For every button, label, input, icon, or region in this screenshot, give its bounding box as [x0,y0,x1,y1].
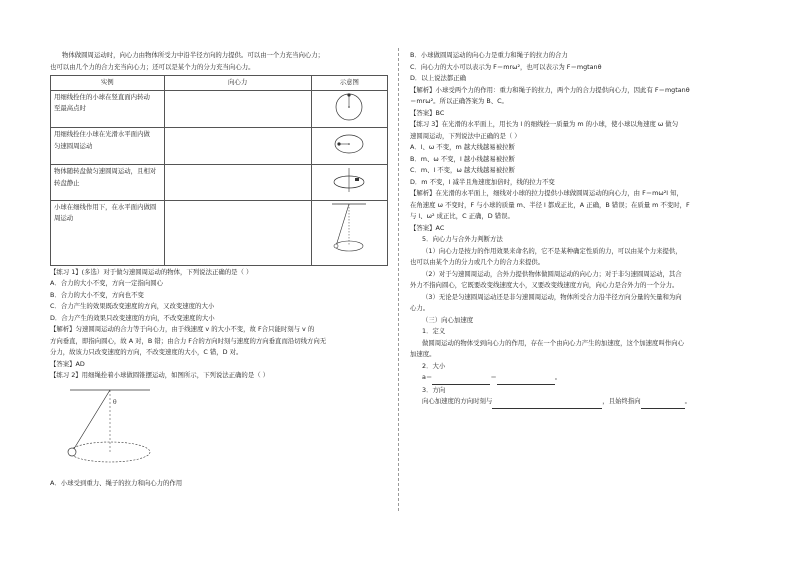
fill-blank-4[interactable] [641,396,685,409]
exercise-1-answer: 【答案】AD [50,359,85,368]
horizontal-circle-diagram [329,130,369,158]
exercise-3-option-d: D．m 不变，l 减半且角速度加倍时，线的拉力不变 [410,177,555,186]
exercise-1-analysis-3: 分力，故该力只改变速度的方向，不改变速度的大小，C 错，D 对。 [50,348,243,356]
exercise-1-option-a: A．合力的大小不变，方向一定指向圆心 [50,279,164,287]
size-heading: 2．大小 [422,361,446,370]
exercise-1-option-d: D．合力产生的效果只改变速度的方向，不改变速度的大小 [50,313,215,322]
section-5-heading: 5．向心力与合外力判断方法 [422,235,503,243]
exercise-2-option-d: D．以上说法都正确 [410,74,467,82]
exercise-1-title: 【练习 1】(多选）对于做匀速圆周运动的物体，下列说法正确的是（ ） [50,267,253,276]
fill-blank-2[interactable] [497,372,555,385]
exercise-1-analysis-2: 方向垂直，即指向圆心，故 A 对，B 错；由合力 F合的方向时刻与速度的方向垂直而沿切线方向无 [50,336,327,345]
table-header-example: 实例 [51,76,165,91]
size-formula: a＝ ＝ 。 [410,372,745,385]
exercise-2-analysis-1: 【解析】小球受两个力的作用：重力和绳子的拉力，两个力的合力提供向心力，因此有 F＝mgtanθ [410,85,690,94]
vertical-circle-diagram [329,92,369,122]
table-cell-force [164,200,311,265]
section-5-p3-line-1: （3）无论是匀速圆周运动还是非匀速圆周运动，物体所受合力沿半径方向分量的矢量和为向 [422,292,682,301]
exercise-1-option-c: C．合力产生的效果既改变速度的方向，又改变速度的大小 [50,302,215,310]
centripetal-force-table [50,75,388,266]
exercise-2-option-c: C．向心力的大小可以表示为 F＝mrω²，也可以表示为 F＝mgtanθ [410,62,602,71]
direction-text: 向心加速度的方向时刻与 ，且始终指向 。 [410,396,745,409]
table-header-diagram: 示意图 [311,76,387,91]
exercise-1-analysis-1: 【解析】匀速圆周运动的合力等于向心力，由于线速度 v 的大小不变，故 F合只能时刻与 v 的 [50,325,315,333]
table-cell-diagram [311,90,387,128]
exercise-3-option-c: C．m、l 不变，ω 越大线越易被拉断 [410,166,515,174]
table-cell-example: 物体随转盘做匀速圆周运动，且相对 转盘静止 [51,165,165,201]
exercise-2-option-a: A．小球受到重力、绳子的拉力和向心力的作用 [50,478,183,487]
section-3-heading: （三）向心加速度 [422,315,474,324]
table-row [51,90,388,128]
table-header-force: 向心力 [164,76,311,91]
section-5-p1-line-2: 也可以由某个力的分力或几个力的合力来提供。 [410,258,545,266]
exercise-2-option-b: B．小球做圆周运动的向心力是重力和绳子的拉力的合力 [410,51,568,59]
exercise-3-answer: 【答案】AC [410,223,445,232]
exercise-1-option-b: B．合力的大小不变，方向也不变 [50,290,144,299]
fill-blank-3[interactable] [492,396,602,409]
table-cell-example: 用细线拴住的小球在竖直面内转动 至最高点时 [51,90,165,128]
turntable-diagram [329,166,369,194]
column-divider [398,48,399,511]
exercise-3-analysis-2: 在角速度 ω 不变时，F 与小球的质量 m、半径 l 都成正比，A 正确，B 错误；在质量 m 不变时，F [410,200,690,209]
left-column [50,50,390,489]
exercise-3-option-a: A．l、ω 不变，m 越大线越易被拉断 [410,143,515,151]
fill-blank-1[interactable] [432,372,490,385]
direction-heading: 3．方向 [422,385,446,394]
definition-line-2: 加速度。 [410,350,436,358]
exercise-3-analysis-3: 与 l、ω² 成正比，C 正确，D 错误。 [410,212,514,220]
intro-line-2: 也可以由几个力的合力充当向心力；还可以是某个力的分力充当向心力。 [50,62,255,71]
table-cell-diagram [311,200,387,265]
table-row [51,200,388,265]
exercise-2-analysis-2: ＝mrω²。所以正确答案为 B、C。 [410,97,508,105]
intro-line-1: 物体做圆周运动时，向心力由物体所受力中沿半径方向的力提供。可以由一个力充当向心力； [62,51,325,59]
table-cell-example: 用细线拴住小球在光滑水平面内做 匀速圆周运动 [51,128,165,165]
table-cell-example: 小球在细线作用下，在水平面内做圆 周运动 [51,200,165,265]
definition-heading: 1．定义 [422,327,446,335]
exercise-3-title-2: 速圆周运动，下列说法中正确的是（ ） [410,131,521,140]
table-cell-diagram [311,165,387,201]
exercise-2-title: 【练习 2】用细绳拴着小球做圆锥摆运动，如图所示，下列说法正确的是（ ） [50,371,270,379]
exercise-3-title-1: 【练习 3】在光滑的水平面上，用长为 l 的细线拴一质量为 m 的小球，使小球以角速度 ω 做匀 [410,120,679,128]
conical-pendulum-diagram [324,202,374,258]
table-row [51,128,388,165]
section-5-p2-line-1: （2）对于匀速圆周运动，合外力提供物体做圆周运动的向心力；对于非匀速圆周运动，其合 [422,269,682,278]
right-column [410,50,745,409]
table-cell-force [164,128,311,165]
exercise-3-analysis-1: 【解析】在光滑的水平面上，细线对小球的拉力提供小球做圆周运动的向心力，由 F＝mω²l 知， [410,189,683,197]
conical-pendulum-figure [50,386,170,474]
table-cell-force [164,165,311,201]
table-row [51,165,388,201]
exercise-3-option-b: B．m、ω 不变，l 越小线越易被拉断 [410,154,515,163]
table-cell-force [164,90,311,128]
svg-text:θ: θ [113,398,117,406]
table-cell-diagram [311,128,387,165]
section-5-p2-line-2: 外力不指向圆心，它既要改变线速度大小，又要改变线速度方向，向心力是合外力的一个分力。 [410,281,679,289]
definition-line-1: 做圆周运动的物体受到向心力的作用，存在一个由向心力产生的加速度，这个加速度叫作向心 [422,338,685,347]
section-5-p1-line-1: （1）向心力是按力的作用效果来命名的，它不是某种确定性质的力，可以由某个力来提供， [422,246,682,255]
section-5-p3-line-2: 心力。 [410,304,430,312]
exercise-2-answer: 【答案】BC [410,108,445,117]
exercise-2-figure [50,386,390,474]
